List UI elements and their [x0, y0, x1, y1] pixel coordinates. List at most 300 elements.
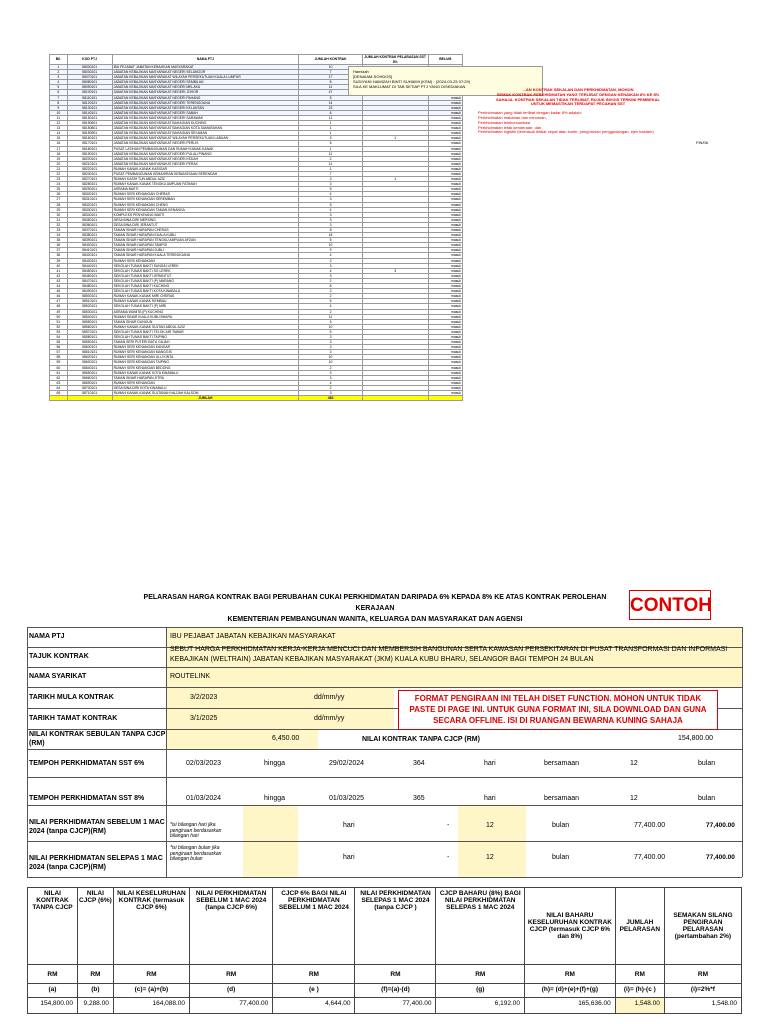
row-jumlah[interactable]: 10: [299, 355, 363, 360]
row-status[interactable]: masuk: [428, 380, 462, 385]
row-status[interactable]: masuk: [428, 187, 462, 192]
row-kod[interactable]: 58170101: [67, 141, 112, 146]
row-status[interactable]: masuk: [428, 182, 462, 187]
row-jumlah[interactable]: 23: [299, 105, 363, 110]
row-jumlah[interactable]: 2: [299, 289, 363, 294]
row-status[interactable]: masuk: [428, 131, 462, 136]
row-status[interactable]: masuk: [428, 284, 462, 289]
row-bil[interactable]: 5: [50, 85, 68, 90]
row-status[interactable]: masuk: [428, 324, 462, 329]
row-nama[interactable]: RUMAH KANAK-KANAK SULTAN ABDUL AZIZ: [112, 324, 299, 329]
row-bil[interactable]: 20: [50, 161, 68, 166]
row-kod[interactable]: 58270101: [67, 177, 112, 182]
row-jumlah[interactable]: 10: [299, 243, 363, 248]
row-nama[interactable]: TAMAN SERI PUTERI BATU GAJAH: [112, 340, 299, 345]
row-jumlah[interactable]: 5: [299, 187, 363, 192]
row-kod[interactable]: 58120101: [67, 100, 112, 105]
row-nama[interactable]: RUMAH KANAK-KANAK TENGKU AMPUAN FATIMAH: [112, 182, 299, 187]
row-jumlah[interactable]: 3: [299, 177, 363, 182]
row-jumlah[interactable]: 3: [299, 197, 363, 202]
row-bil[interactable]: 14: [50, 131, 68, 136]
row-jumlah[interactable]: 4: [299, 207, 363, 212]
row-bil[interactable]: 25: [50, 187, 68, 192]
row-status[interactable]: masuk: [428, 115, 462, 120]
row-kod[interactable]: 58110101: [67, 95, 112, 100]
row-status[interactable]: masuk: [428, 202, 462, 207]
row-kod[interactable]: 58220101: [67, 166, 112, 171]
row-kod[interactable]: 58490101: [67, 289, 112, 294]
row-kod[interactable]: 58620101: [67, 355, 112, 360]
row-jumlah[interactable]: 2: [299, 258, 363, 263]
row-status[interactable]: masuk: [428, 126, 462, 131]
row-jumlah[interactable]: 3: [299, 263, 363, 268]
row-nama[interactable]: JABATAN KEBAJIKAN MASYARAKAT WILAYAH PERSEKUTUAN KUALA LUMPUR: [112, 75, 299, 80]
row-kod[interactable]: 58590101: [67, 340, 112, 345]
row-jumlah[interactable]: 5: [299, 95, 363, 100]
row-bil[interactable]: 57: [50, 350, 68, 355]
row-bil[interactable]: 30: [50, 212, 68, 217]
row-nama[interactable]: SEKOLAH TUNAS BAKTI (P) MIRI: [112, 304, 299, 309]
row-jumlah[interactable]: 4: [299, 304, 363, 309]
row-jumlah[interactable]: 8: [299, 228, 363, 233]
row-jumlah[interactable]: 3: [299, 273, 363, 278]
row-jumlah[interactable]: 4: [299, 268, 363, 273]
row-kod[interactable]: 58150601: [67, 121, 112, 126]
row-bil[interactable]: 27: [50, 197, 68, 202]
row-status[interactable]: masuk: [428, 355, 462, 360]
row-bil[interactable]: 26: [50, 192, 68, 197]
row-kod[interactable]: 58380101: [67, 233, 112, 238]
nama-ptj-value[interactable]: IBU PEJABAT JABATAN KEBAJIKAN MASYARAKAT: [170, 633, 336, 640]
row-kod[interactable]: 58540101: [67, 314, 112, 319]
row-bil[interactable]: 53: [50, 329, 68, 334]
row-jumlah[interactable]: 3: [299, 222, 363, 227]
row-kod[interactable]: 58570101: [67, 329, 112, 334]
row-nama[interactable]: JABATAN KEBAJIKAN MASYARAKAT NEGERI JOHOR: [112, 90, 299, 95]
row-kod[interactable]: 58340101: [67, 212, 112, 217]
row-bil[interactable]: 18: [50, 151, 68, 156]
tarikh-tamat-value[interactable]: 3/1/2025: [190, 715, 218, 722]
row-bil[interactable]: 64: [50, 385, 68, 390]
row-kod[interactable]: 58660101: [67, 375, 112, 380]
row-jumlah[interactable]: 1: [299, 131, 363, 136]
row-status[interactable]: masuk: [428, 299, 462, 304]
row-status[interactable]: masuk: [428, 309, 462, 314]
row-bil[interactable]: 32: [50, 222, 68, 227]
row-kod[interactable]: 58450101: [67, 268, 112, 273]
row-jumlah[interactable]: 6: [299, 110, 363, 115]
row-kod[interactable]: 58640101: [67, 365, 112, 370]
row-bil[interactable]: 38: [50, 253, 68, 258]
row-jumlah[interactable]: 11: [299, 115, 363, 120]
row-jumlah[interactable]: 10: [299, 65, 363, 70]
row-kod[interactable]: 58310101: [67, 197, 112, 202]
row-nama[interactable]: SEKOLAH TUNAS BAKTI SG LEREK: [112, 268, 299, 273]
row-status[interactable]: masuk: [428, 243, 462, 248]
selepas-months[interactable]: 12: [486, 854, 494, 861]
syarikat-value[interactable]: ROUTELINK: [170, 673, 211, 680]
row-bil[interactable]: 44: [50, 284, 68, 289]
row-status[interactable]: masuk: [428, 141, 462, 146]
row-nama[interactable]: DESA BINA DIRI MERSING: [112, 217, 299, 222]
row-nama[interactable]: JABATAN KEBAJIKAN MASYARAKAT BAHAGIAN KOTA SAMARAHAN: [112, 126, 299, 131]
row-jumlah[interactable]: 3: [299, 212, 363, 217]
row-bil[interactable]: 31: [50, 217, 68, 222]
row-nama[interactable]: TAMAN SINAR HARAPAN CHERAS: [112, 228, 299, 233]
row-nama[interactable]: RUMAH SINAR KUALA KUBU BHARU: [112, 314, 299, 319]
row-kod[interactable]: 58690101: [67, 380, 112, 385]
row-jumlah[interactable]: 5: [299, 141, 363, 146]
row-jumlah[interactable]: 8: [299, 80, 363, 85]
row-jumlah[interactable]: 5: [299, 299, 363, 304]
row-status[interactable]: masuk: [428, 171, 462, 176]
row-nama[interactable]: PUSAT PEMBANGUNAN KEMAHIRAN KEBANGSAAN SERENDAH: [112, 171, 299, 176]
row-nama[interactable]: RUMAH SERI KENANGAN BEDONG: [112, 365, 299, 370]
row-bil[interactable]: 4: [50, 80, 68, 85]
row-jumlah[interactable]: 17: [299, 75, 363, 80]
row-status[interactable]: masuk: [428, 350, 462, 355]
row-bil[interactable]: 12: [50, 121, 68, 126]
row-nama[interactable]: TAMAN SINAR HARAPAN KUALA KUBU: [112, 233, 299, 238]
row-kod[interactable]: 58530101: [67, 309, 112, 314]
row-nama[interactable]: RUMAH KANAK-KANAK MIRI CHERAS: [112, 294, 299, 299]
row-nama[interactable]: RUMAH KANAK-KANAK SULTANAH HAJJAH KALSOM: [112, 391, 299, 396]
row-bil[interactable]: 47: [50, 299, 68, 304]
row-jumlah[interactable]: 5: [299, 238, 363, 243]
row-bil[interactable]: 54: [50, 334, 68, 339]
row-nama[interactable]: RUMAH SERI KENANGAN ULU KINTA: [112, 355, 299, 360]
row-status[interactable]: masuk: [428, 375, 462, 380]
row-kod[interactable]: 58560101: [67, 324, 112, 329]
row-kod[interactable]: 58290101: [67, 187, 112, 192]
row-bil[interactable]: 46: [50, 294, 68, 299]
row-status[interactable]: masuk: [428, 228, 462, 233]
row-status[interactable]: masuk: [428, 365, 462, 370]
row-nama[interactable]: RUMAH SERI KENANGAN MANGGIS: [112, 350, 299, 355]
tajuk-value-2[interactable]: KEBAJIKAN (WELTRAIN) JABATAN KEBAJIKAN MASYARAKAT (JKM) KUALA KUBU BHARU, SELANGOR BAGI TEMPOH 24 BULAN: [170, 656, 594, 663]
row-nama[interactable]: JABATAN KEBAJIKAN MASYARAKAT NEGERI SABAH: [112, 110, 299, 115]
row-jumlah[interactable]: 47: [299, 90, 363, 95]
row-jumlah[interactable]: 1: [299, 121, 363, 126]
row-jumlah[interactable]: 3: [299, 375, 363, 380]
row-status[interactable]: masuk: [428, 253, 462, 258]
row-bil[interactable]: 36: [50, 243, 68, 248]
row-kod[interactable]: 58430101: [67, 258, 112, 263]
row-status[interactable]: masuk: [428, 385, 462, 390]
row-nama[interactable]: JABATAN KEBAJIKAN MASYARAKAT NEGERI SELANGOR: [112, 70, 299, 75]
row-bil[interactable]: 40: [50, 263, 68, 268]
row-status[interactable]: masuk: [428, 360, 462, 365]
row-status[interactable]: masuk: [428, 161, 462, 166]
row-jumlah[interactable]: 3: [299, 217, 363, 222]
row-kod[interactable]: 58420101: [67, 253, 112, 258]
row-bil[interactable]: 42: [50, 273, 68, 278]
row-status[interactable]: masuk: [428, 105, 462, 110]
row-bil[interactable]: 9: [50, 105, 68, 110]
row-status[interactable]: masuk: [428, 289, 462, 294]
row-kod[interactable]: 58460101: [67, 273, 112, 278]
row-jumlah[interactable]: 4: [299, 192, 363, 197]
row-status[interactable]: masuk: [428, 136, 462, 141]
row-jumlah[interactable]: 14: [299, 100, 363, 105]
row-jumlah[interactable]: 3: [299, 391, 363, 396]
row-bil[interactable]: 59: [50, 360, 68, 365]
row-status[interactable]: masuk: [428, 156, 462, 161]
row-status[interactable]: masuk: [428, 238, 462, 243]
row-kod[interactable]: 58180101: [67, 146, 112, 151]
row-jumlah[interactable]: 7: [299, 171, 363, 176]
row-jumlah[interactable]: 1: [299, 166, 363, 171]
row-bil[interactable]: 3: [50, 75, 68, 80]
row-nama[interactable]: JABATAN KEBAJIKAN MASYARAKAT BAHAGIAN SRI AMAN: [112, 131, 299, 136]
row-nama[interactable]: JABATAN KEBAJIKAN MASYARAKAT NEGERI PAHANG: [112, 95, 299, 100]
row-jumlah[interactable]: 5: [299, 202, 363, 207]
row-jumlah[interactable]: 3: [299, 334, 363, 339]
row-kod[interactable]: 58150801: [67, 126, 112, 131]
row-nama[interactable]: JABATAN KEBAJIKAN MASYARAKAT NEGERI SARAWAK: [112, 115, 299, 120]
row-kod[interactable]: 58200101: [67, 156, 112, 161]
row-kod[interactable]: 58230101: [67, 171, 112, 176]
row-bil[interactable]: 62: [50, 375, 68, 380]
row-status[interactable]: masuk: [428, 304, 462, 309]
row-jumlah[interactable]: 10: [299, 360, 363, 365]
row-bil[interactable]: 1: [50, 65, 68, 70]
row-nama[interactable]: SEKOLAH TUNAS BAKTI KUCHING: [112, 284, 299, 289]
row-jumlah[interactable]: 7: [299, 70, 363, 75]
row-status[interactable]: masuk: [428, 151, 462, 156]
row-kod[interactable]: 58300101: [67, 192, 112, 197]
row-status[interactable]: masuk: [428, 370, 462, 375]
row-nama[interactable]: SEKOLAH TUNAS BAKTI TAIPING: [112, 334, 299, 339]
row-kod[interactable]: 58140101: [67, 110, 112, 115]
row-bil[interactable]: 55: [50, 340, 68, 345]
sebelum-months[interactable]: 12: [486, 822, 494, 829]
row-status[interactable]: masuk: [428, 222, 462, 227]
row-bil[interactable]: 49: [50, 309, 68, 314]
row-jumlah[interactable]: 11: [299, 314, 363, 319]
row-status[interactable]: masuk: [428, 248, 462, 253]
row-bil[interactable]: 65: [50, 391, 68, 396]
row-status[interactable]: masuk: [428, 121, 462, 126]
row-kod[interactable]: 58630101: [67, 360, 112, 365]
row-nama[interactable]: DESA BINA DIRI KOTA KINABALU: [112, 385, 299, 390]
row-bil[interactable]: 6: [50, 90, 68, 95]
row-status[interactable]: masuk: [428, 294, 462, 299]
row-status[interactable]: masuk: [428, 197, 462, 202]
row-bil[interactable]: 61: [50, 370, 68, 375]
row-nama[interactable]: JABATAN KEBAJIKAN MASYARAKAT BAHAGIAN KUCHING: [112, 121, 299, 126]
row-bil[interactable]: 8: [50, 100, 68, 105]
row-kod[interactable]: 58400101: [67, 243, 112, 248]
row-bil[interactable]: 17: [50, 146, 68, 151]
row-nama[interactable]: TAMAN SINAR HARAPAN KUALA TERENGGANU: [112, 253, 299, 258]
row-bil[interactable]: 11: [50, 115, 68, 120]
row-kod[interactable]: 58390101: [67, 238, 112, 243]
row-nama[interactable]: IBU PEJABAT JABATAN KEBAJIKAN MASYARAKAT: [112, 65, 299, 70]
row-kod[interactable]: 58000101: [67, 65, 112, 70]
row-kod[interactable]: 58190101: [67, 151, 112, 156]
row-kod[interactable]: 58350101: [67, 217, 112, 222]
row-jumlah[interactable]: 4: [299, 253, 363, 258]
row-kod[interactable]: 58440101: [67, 263, 112, 268]
row-status[interactable]: masuk: [428, 340, 462, 345]
row-jumlah[interactable]: 3: [299, 345, 363, 350]
row-kod[interactable]: 58510101: [67, 299, 112, 304]
row-nama[interactable]: RUMAH SERI KENANGAN CHERAS: [112, 192, 299, 197]
row-nama[interactable]: SEKOLAH TUNAS BAKTI SUNGAI LEREK: [112, 263, 299, 268]
row-kod[interactable]: 58610101: [67, 350, 112, 355]
row-jumlah[interactable]: 3: [299, 370, 363, 375]
row-nama[interactable]: RUMAH SERI KENANGAN TAMAN KENANGA: [112, 207, 299, 212]
row-nama[interactable]: SEKOLAH TUNAS BAKTI TELOK AIR TAWAR: [112, 329, 299, 334]
row-status[interactable]: masuk: [428, 207, 462, 212]
row-nama[interactable]: JABATAN KEBAJIKAN MASYARAKAT NEGERI PULAU PINANG: [112, 151, 299, 156]
row-nama[interactable]: TAMAN SINAR HARAPAN JITRA: [112, 375, 299, 380]
row-jumlah[interactable]: 1: [299, 126, 363, 131]
row-status[interactable]: masuk: [428, 334, 462, 339]
row-status[interactable]: masuk: [428, 166, 462, 171]
row-kod[interactable]: 58360101: [67, 222, 112, 227]
row-nama[interactable]: RUMAH SERI KENANGAN: [112, 380, 299, 385]
row-nama[interactable]: RUMAH KASIH TUN ABDUL AZIZ: [112, 177, 299, 182]
row-status[interactable]: masuk: [428, 146, 462, 151]
row-bil[interactable]: 60: [50, 365, 68, 370]
row-bil[interactable]: 23: [50, 177, 68, 182]
row-bil[interactable]: 10: [50, 110, 68, 115]
row-nama[interactable]: JABATAN KEBAJIKAN MASYARAKAT NEGERI PERAK: [112, 161, 299, 166]
row-nama[interactable]: JABATAN KEBAJIKAN MASYARAKAT WILAYAH PERSEKUTUAN LABUAN: [112, 136, 299, 141]
row-jumlah[interactable]: 2: [299, 294, 363, 299]
row-bil[interactable]: 51: [50, 319, 68, 324]
row-bil[interactable]: 28: [50, 202, 68, 207]
row-status[interactable]: masuk: [428, 273, 462, 278]
row-kod[interactable]: 58090101: [67, 85, 112, 90]
row-kod[interactable]: 58030101: [67, 70, 112, 75]
row-bil[interactable]: 15: [50, 136, 68, 141]
row-status[interactable]: masuk: [428, 314, 462, 319]
row-bil[interactable]: 13: [50, 126, 68, 131]
row-kod[interactable]: 58550101: [67, 319, 112, 324]
row-bil[interactable]: 56: [50, 345, 68, 350]
row-nama[interactable]: ASRAMA WANITA (P) KUCHING: [112, 309, 299, 314]
row-bil[interactable]: 19: [50, 156, 68, 161]
row-kod[interactable]: 58710101: [67, 391, 112, 396]
row-bil[interactable]: 7: [50, 95, 68, 100]
row-kod[interactable]: 58410101: [67, 248, 112, 253]
row-status[interactable]: masuk: [428, 391, 462, 396]
row-bil[interactable]: 37: [50, 248, 68, 253]
row-jumlah[interactable]: 11: [299, 161, 363, 166]
row-status[interactable]: masuk: [428, 192, 462, 197]
row-nama[interactable]: RUMAH SERI KENANGAN: [112, 258, 299, 263]
row-bil[interactable]: 34: [50, 233, 68, 238]
row-kod[interactable]: 58480101: [67, 284, 112, 289]
row-kod[interactable]: 58700101: [67, 385, 112, 390]
row-jumlah[interactable]: 3: [299, 182, 363, 187]
row-jumlah[interactable]: 18: [299, 233, 363, 238]
row-jumlah[interactable]: 3: [299, 340, 363, 345]
row-jumlah[interactable]: 2: [299, 156, 363, 161]
row-nama[interactable]: RUMAH KANAK-KANAK KOTA KINABALU: [112, 370, 299, 375]
row-status[interactable]: masuk: [428, 233, 462, 238]
row-kod[interactable]: 58100101: [67, 90, 112, 95]
row-nama[interactable]: PUSAT LATIHAN PEMBANGUNAN DAN RUMAH KANAK-KANAK: [112, 146, 299, 151]
row-bil[interactable]: 21: [50, 166, 68, 171]
row-jumlah[interactable]: 9: [299, 248, 363, 253]
row-nama[interactable]: SEKOLAH TUNAS BAKTI JERANTUT: [112, 273, 299, 278]
row-bil[interactable]: 29: [50, 207, 68, 212]
row-jumlah[interactable]: 1: [299, 146, 363, 151]
row-bil[interactable]: 35: [50, 238, 68, 243]
row-jumlah[interactable]: 8: [299, 284, 363, 289]
row-status[interactable]: masuk: [428, 217, 462, 222]
row-status[interactable]: masuk: [428, 100, 462, 105]
row-bil[interactable]: 52: [50, 324, 68, 329]
row-nama[interactable]: RUMAH KANAK-KANAK KASIGAR: [112, 166, 299, 171]
row-jumlah[interactable]: 5: [299, 329, 363, 334]
row-bil[interactable]: 41: [50, 268, 68, 273]
row-jumlah[interactable]: 11: [299, 151, 363, 156]
row-kod[interactable]: 58210101: [67, 161, 112, 166]
row-nama[interactable]: DESA BINA DIRI JERANTUT: [112, 222, 299, 227]
row-nama[interactable]: SEKOLAH TUNAS BAKTI KOTA KINABALU: [112, 289, 299, 294]
row-status[interactable]: masuk: [428, 268, 462, 273]
row-kod[interactable]: 58080101: [67, 80, 112, 85]
row-nama[interactable]: RUMAH SERI KENANGAN SEREMBAN: [112, 197, 299, 202]
row-jumlah[interactable]: 2: [299, 278, 363, 283]
row-nama[interactable]: JABATAN KEBAJIKAN MASYARAKAT NEGERI KELANTAN: [112, 105, 299, 110]
row-kod[interactable]: 58580101: [67, 334, 112, 339]
row-bil[interactable]: 2: [50, 70, 68, 75]
row-kod[interactable]: 58070101: [67, 75, 112, 80]
nilai-sebulan-value[interactable]: 6,450.00: [272, 735, 300, 742]
row-status[interactable]: masuk: [428, 258, 462, 263]
row-bil[interactable]: 39: [50, 258, 68, 263]
row-bil[interactable]: 63: [50, 380, 68, 385]
row-kod[interactable]: 58150901: [67, 131, 112, 136]
row-status[interactable]: masuk: [428, 319, 462, 324]
row-bil[interactable]: 33: [50, 228, 68, 233]
row-bil[interactable]: 22: [50, 171, 68, 176]
row-nama[interactable]: RUMAH KANAK-KANAK REMBAU: [112, 299, 299, 304]
row-nama[interactable]: SEKOLAH TUNAS BAKTI (P) MARANG: [112, 278, 299, 283]
row-kod[interactable]: 58330101: [67, 207, 112, 212]
row-nama[interactable]: KOMPLEKS PENYAYANG BAKTI: [112, 212, 299, 217]
row-status[interactable]: masuk: [428, 110, 462, 115]
row-nama[interactable]: JABATAN KEBAJIKAN MASYARAKAT NEGERI KEDAH: [112, 156, 299, 161]
row-jumlah[interactable]: 2: [299, 365, 363, 370]
row-jumlah[interactable]: 2: [299, 309, 363, 314]
row-jumlah[interactable]: 3: [299, 350, 363, 355]
row-status[interactable]: masuk: [428, 345, 462, 350]
row-status[interactable]: masuk: [428, 212, 462, 217]
row-kod[interactable]: 58320101: [67, 202, 112, 207]
row-nama[interactable]: TAMAN SINAR DUNGUN: [112, 319, 299, 324]
row-kod[interactable]: 58150101: [67, 115, 112, 120]
row-pelarasan[interactable]: 3: [362, 268, 428, 273]
tarikh-mula-value[interactable]: 3/2/2023: [190, 694, 218, 701]
row-nama[interactable]: RUMAH SERI KENANGAN TAIPING: [112, 360, 299, 365]
row-bil[interactable]: 58: [50, 355, 68, 360]
row-nama[interactable]: RUMAH SERI KENANGAN KANGAR: [112, 345, 299, 350]
row-pelarasan[interactable]: 1: [362, 136, 428, 141]
row-jumlah[interactable]: 5: [299, 319, 363, 324]
row-bil[interactable]: 43: [50, 278, 68, 283]
row-jumlah[interactable]: 10: [299, 324, 363, 329]
row-kod[interactable]: 58130101: [67, 105, 112, 110]
row-kod[interactable]: 58500101: [67, 294, 112, 299]
row-kod[interactable]: 58470101: [67, 278, 112, 283]
